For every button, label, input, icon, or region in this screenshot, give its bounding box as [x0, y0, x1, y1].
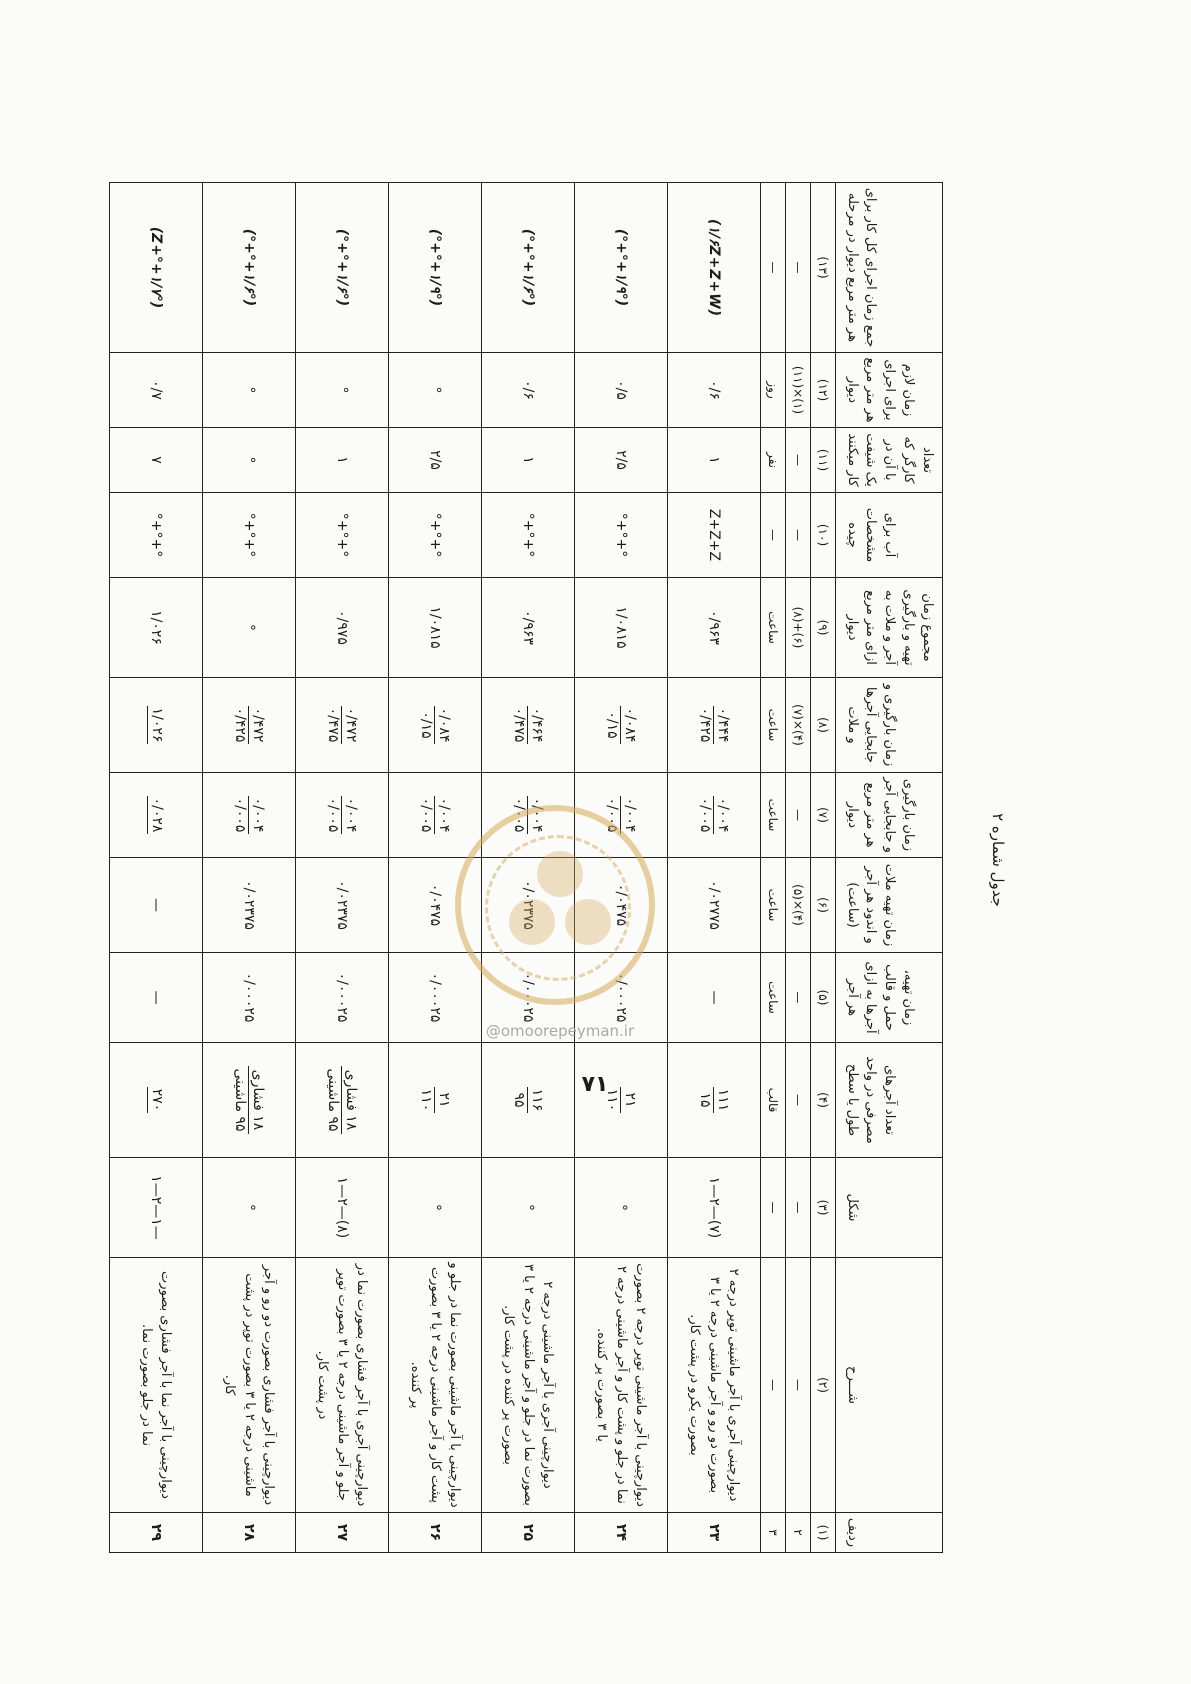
brick-count-bottom: ۱۱۰ — [604, 1088, 621, 1112]
water-formula: °+°+° — [612, 512, 629, 558]
formula-row-cell: — — [785, 1258, 810, 1513]
unit-row-cell: ساعت — [760, 773, 785, 858]
brick-count-top: ۲۱ — [620, 1087, 638, 1114]
exec-time-cell — [667, 353, 760, 428]
worker-count: ° — [240, 456, 257, 464]
water-cell — [295, 493, 388, 578]
row-number-cell — [388, 1513, 481, 1553]
loading-time-bottom: ۰/۰۰۵ — [418, 797, 435, 833]
shape-code: —۱—۲—۱ — [147, 1175, 164, 1240]
shape-cell — [388, 1158, 481, 1258]
row-number-cell — [667, 1513, 760, 1553]
row-number: ۲۳ — [705, 1523, 722, 1542]
row-description: دیوارچینی آجری با آجر ماشینی توپر درجه ۲ بصورت دو رو و آجر ماشینی درجه ۲ یا ۳ بصورت یکرو در پشت کار. — [687, 1268, 742, 1502]
formula-row-cell: — — [785, 773, 810, 858]
row-number: ۲۸ — [240, 1523, 257, 1542]
description-cell — [295, 1258, 388, 1513]
unit-row-cell: ساعت — [760, 858, 785, 953]
total-loading — [417, 706, 452, 745]
shape-cell — [481, 1158, 574, 1258]
formula-row-cell: — — [785, 953, 810, 1043]
water-formula: °+°+° — [426, 512, 443, 558]
prep-time: ۰/۰۰۰۲۵ — [519, 972, 536, 1023]
num-row-cell: (۱۰) — [810, 493, 835, 578]
description-cell — [574, 1258, 667, 1513]
brick-count — [147, 1087, 165, 1114]
brick-count-top: ۱۸ فشاری — [248, 1066, 266, 1133]
sum-time-cell — [481, 578, 574, 678]
brick-count — [510, 1087, 545, 1114]
total-loading-cell — [388, 678, 481, 773]
exec-time-cell — [574, 353, 667, 428]
column-header: مجموع زمان تهیه و بارگیری آجر و ملات به ازای متر مربع دیوار — [835, 578, 942, 678]
total-loading-top: ۱/۰۲۶ — [148, 707, 165, 743]
sum-time: ۰/۹۶۳ — [705, 610, 722, 645]
brick-count-cell — [388, 1043, 481, 1158]
description-cell — [388, 1258, 481, 1513]
total-exec-cell — [109, 183, 202, 353]
loading-time — [417, 796, 452, 835]
unit-row-cell: ساعت — [760, 578, 785, 678]
total-loading-top: ۰/۴۷۲ — [343, 707, 360, 743]
unit-row-cell: — — [760, 183, 785, 353]
water-cell — [481, 493, 574, 578]
mortar-time: ۰/۰۴۷۵ — [612, 883, 629, 927]
loading-time-cell — [202, 773, 295, 858]
column-header: شکل — [835, 1158, 942, 1258]
total-loading-cell — [574, 678, 667, 773]
brick-count-cell — [667, 1043, 760, 1158]
total-loading-top: ۰/۰۸۴ — [622, 707, 639, 743]
total-loading-bottom: ۰/۱۵ — [418, 711, 435, 739]
column-header: زمان بارگیری و جابجایی آجرها و ملات — [835, 678, 942, 773]
prep-time: — — [705, 990, 722, 1005]
shape-code: (۷)—۲—۱ — [705, 1176, 722, 1239]
exec-time-cell — [109, 353, 202, 428]
exec-time-cell — [481, 353, 574, 428]
shape-cell — [202, 1158, 295, 1258]
loading-time-bottom: ۰/۰۰۵ — [325, 797, 342, 833]
sum-time: ۰/۹۶۳ — [519, 610, 536, 645]
brick-count-cell — [202, 1043, 295, 1158]
num-row-cell: (۱) — [810, 1513, 835, 1553]
loading-time-top: ۰/۰۲۸ — [148, 797, 165, 833]
mortar-time-cell — [202, 858, 295, 953]
total-exec-formula: (۱/۶Z+Z+W) — [705, 218, 722, 317]
brick-count-bottom: ۱۵ — [697, 1092, 714, 1108]
loading-time-cell — [667, 773, 760, 858]
total-loading-bottom: ۰/۴۷۵ — [325, 707, 342, 743]
total-loading-bottom: ۰/۴۷۵ — [511, 707, 528, 743]
num-row-cell: (۸) — [810, 678, 835, 773]
water-cell — [574, 493, 667, 578]
sum-time: ۱/۰۲۶ — [147, 610, 164, 645]
num-row-cell: (۱۱) — [810, 428, 835, 493]
prep-time: ۰/۰۰۰۲۵ — [612, 972, 629, 1023]
formula-row-cell: (۴)×(۷) — [785, 678, 810, 773]
column-header: آب برای مشخصات چیده — [835, 493, 942, 578]
total-exec-cell — [574, 183, 667, 353]
shape-code: ° — [426, 1204, 443, 1211]
prep-time-cell — [109, 953, 202, 1043]
loading-time-top: ۰/۰۰۴ — [622, 797, 639, 833]
description-cell — [109, 1258, 202, 1513]
table-row — [667, 183, 760, 1553]
unit-row-cell: نفر — [760, 428, 785, 493]
total-loading — [324, 706, 359, 745]
total-exec-cell — [481, 183, 574, 353]
shape-code: (۸)—۲—۱ — [333, 1176, 350, 1239]
num-row-cell: (۹) — [810, 578, 835, 678]
exec-time-cell — [202, 353, 295, 428]
brick-count-top: ۱۱۶ — [529, 1088, 546, 1112]
row-number-cell — [295, 1513, 388, 1553]
water-cell — [202, 493, 295, 578]
header-row — [835, 183, 942, 1553]
formula-row-cell: ۲ — [785, 1513, 810, 1553]
total-loading-top: ۰/۴۷۲ — [250, 707, 267, 743]
page-number: ۷۱ — [581, 1072, 609, 1097]
prep-time: ۰/۰۰۰۲۵ — [426, 972, 443, 1023]
shape-code: ° — [519, 1204, 536, 1211]
total-exec-formula: (۱/۹°+°+°) — [426, 228, 443, 307]
water-cell — [109, 493, 202, 578]
formula-row-cell: — — [785, 183, 810, 353]
exec-time: ° — [333, 386, 350, 394]
formula-row — [785, 183, 810, 1553]
loading-time — [696, 796, 731, 835]
workers-cell — [202, 428, 295, 493]
water-cell — [388, 493, 481, 578]
total-exec-cell — [388, 183, 481, 353]
shape-code: ° — [240, 1204, 257, 1211]
prep-time-cell — [295, 953, 388, 1043]
row-number: ۲۴ — [612, 1523, 629, 1542]
mortar-time: ۰/۰۲۳۷۵ — [333, 880, 350, 930]
table-row — [295, 183, 388, 1553]
brick-count — [696, 1087, 731, 1114]
brick-count-cell — [295, 1043, 388, 1158]
brick-count-cell — [574, 1043, 667, 1158]
loading-time — [231, 796, 266, 835]
row-description: دیوارچینی با آجر فشاری بصورت دو رو و آجر ماشینی درجه ۲ یا ۳ بصورت توپر در پشت کار. — [222, 1264, 277, 1506]
row-description: دیوارچینی با آجر ماشینی توپر درجه ۲ بصورت نما در جلو و پشت کار و آجر ماشینی درجه ۲ یا ۳ بصورت پر کننده. — [594, 1263, 649, 1507]
num-row-cell: (۵) — [810, 953, 835, 1043]
formula-row-cell: (۴)×(۵) — [785, 858, 810, 953]
column-header: زمان تهیه، حمل و قالب آجرها به ازای هر آجر — [835, 953, 942, 1043]
column-header: تعداد کارگر که با آن در یک شیفت کار میکنند — [835, 428, 942, 493]
brick-count-bottom: ۹۵ — [511, 1092, 528, 1108]
brick-count-top: ۲۷۰ — [148, 1088, 165, 1112]
loading-time-bottom: ۰/۰۰۵ — [604, 797, 621, 833]
unit-row — [760, 183, 785, 1553]
row-description: دیوارچینی آجری با آجر فشاری بصورت نما در جلو و آجر ماشینی درجه ۲ یا ۳ بصورت توپر در پشت کار. — [315, 1263, 370, 1507]
total-loading — [510, 706, 545, 745]
formula-row-cell: — — [785, 1043, 810, 1158]
description-cell — [667, 1258, 760, 1513]
workers-cell — [667, 428, 760, 493]
row-number-cell — [481, 1513, 574, 1553]
brick-count-cell — [481, 1043, 574, 1158]
formula-row-cell: — — [785, 1158, 810, 1258]
column-header: شـــرح — [835, 1258, 942, 1513]
loading-time-bottom: ۰/۰۰۵ — [697, 797, 714, 833]
sum-time: ۱/۰۸۱۵ — [426, 606, 443, 649]
exec-time-cell — [388, 353, 481, 428]
loading-time-top: ۰/۰۰۴ — [343, 797, 360, 833]
unit-row-cell: روز — [760, 353, 785, 428]
unit-row-cell: ساعت — [760, 953, 785, 1043]
loading-time-top: ۰/۰۰۴ — [436, 797, 453, 833]
unit-row-cell: قالب — [760, 1043, 785, 1158]
column-header: تعداد آجرهای مصرفی در واحد طول یا سطح — [835, 1043, 942, 1158]
loading-time-cell — [295, 773, 388, 858]
total-exec-formula: (۱/۷°+°+Z) — [147, 226, 164, 309]
total-loading-cell — [295, 678, 388, 773]
exec-time: ۰/۶ — [519, 380, 536, 400]
exec-time: ۰/۵ — [612, 380, 629, 400]
loading-time — [324, 796, 359, 835]
shape-cell — [574, 1158, 667, 1258]
mortar-time: ۰/۰۲۳۷۵ — [240, 880, 257, 930]
mortar-time-cell — [109, 858, 202, 953]
total-exec-cell — [295, 183, 388, 353]
total-exec-formula: (۱/۶°+°+°) — [519, 228, 536, 307]
table-caption: جدول شماره ۲ — [989, 813, 1007, 907]
workers-cell — [574, 428, 667, 493]
sum-time-cell — [109, 578, 202, 678]
unit-row-cell: — — [760, 1258, 785, 1513]
total-loading-cell — [481, 678, 574, 773]
row-description: دیوارچینی آجری با آجر ماشینی درجه ۲ بصورت نما در جلو و آجر ماشینی درجه ۲ یا ۳ بصورت پر کننده در پشت کار. — [501, 1264, 556, 1506]
num-row-cell: (۱۳) — [810, 183, 835, 353]
shape-cell — [295, 1158, 388, 1258]
mortar-time: ۰/۰۲۷۷۵ — [705, 880, 722, 930]
total-exec-formula: (۱/۶°+°+°) — [333, 228, 350, 307]
description-cell — [481, 1258, 574, 1513]
num-row-cell: (۶) — [810, 858, 835, 953]
column-number-row — [810, 183, 835, 1553]
total-loading-cell — [202, 678, 295, 773]
num-row-cell: (۳) — [810, 1158, 835, 1258]
total-loading — [231, 706, 266, 745]
exec-time-cell — [295, 353, 388, 428]
row-number-cell — [202, 1513, 295, 1553]
water-formula: °+°+° — [147, 512, 164, 558]
prep-time: ۰/۰۰۰۲۵ — [240, 972, 257, 1023]
worker-count: ۲/۵ — [426, 450, 443, 470]
loading-time — [147, 796, 165, 835]
total-loading-top: ۰/۴۴۴ — [715, 707, 732, 743]
brick-count-bottom: ۹۵ ماشینی — [232, 1068, 249, 1132]
unit-row-cell: — — [760, 1158, 785, 1258]
brick-count — [417, 1087, 452, 1114]
brick-count-top: ۱۱۱ — [715, 1088, 732, 1112]
total-loading-cell — [109, 678, 202, 773]
column-header: زمان لازم برای اجرای هر متر مربع دیوار — [835, 353, 942, 428]
worker-count: ۷ — [147, 456, 164, 464]
shape-cell — [109, 1158, 202, 1258]
column-header: زمان تهیه ملات و اندود هر آجر (ساعت) — [835, 858, 942, 953]
row-number: ۲۶ — [426, 1523, 443, 1542]
prep-time-cell — [202, 953, 295, 1043]
total-loading — [696, 706, 731, 745]
total-loading-top: ۰/۰۸۴ — [436, 707, 453, 743]
sum-time: ۰/۹۷۵ — [333, 610, 350, 645]
sum-time-cell — [667, 578, 760, 678]
brick-count-top: ۲۱ — [434, 1087, 452, 1114]
brick-count-bottom: ۱۱۰ — [418, 1088, 435, 1112]
loading-time-top: ۰/۰۰۴ — [250, 797, 267, 833]
water-formula: Z+Z+Z — [705, 508, 722, 562]
watermark-url: @omoorepeyman.ir — [485, 1022, 635, 1040]
workers-cell — [295, 428, 388, 493]
num-row-cell: (۲) — [810, 1258, 835, 1513]
mortar-time: ۰/۰۴۷۵ — [426, 883, 443, 927]
worker-count: ۱ — [519, 456, 536, 464]
total-loading — [603, 706, 638, 745]
loading-time-cell — [388, 773, 481, 858]
formula-row-cell: (۱)×(۱۱) — [785, 353, 810, 428]
exec-time: ۰/۷ — [147, 380, 164, 400]
shape-cell — [667, 1158, 760, 1258]
sum-time: ۱/۰۸۱۵ — [612, 606, 629, 649]
num-row-cell: (۴) — [810, 1043, 835, 1158]
column-header: زمان بارگیری و جابجایی آجر هر متر مربع دیوار — [835, 773, 942, 858]
mortar-time: — — [147, 898, 164, 912]
mortar-time: ۰/۰۲۳۷۵ — [519, 880, 536, 930]
total-exec-cell — [667, 183, 760, 353]
sum-time-cell — [202, 578, 295, 678]
total-loading-cell — [667, 678, 760, 773]
loading-time-bottom: ۰/۰۰۵ — [511, 797, 528, 833]
prep-time: ۰/۰۰۰۲۵ — [333, 972, 350, 1023]
prep-time-cell — [667, 953, 760, 1043]
prep-time: — — [147, 990, 164, 1005]
formula-row-cell: (۶)+(۸) — [785, 578, 810, 678]
loading-time-bottom: ۰/۰۰۵ — [232, 797, 249, 833]
row-number: ۲۷ — [333, 1523, 350, 1542]
workers-cell — [109, 428, 202, 493]
formula-row-cell: — — [785, 428, 810, 493]
watermark-logo — [455, 805, 655, 1005]
mortar-time-cell — [295, 858, 388, 953]
water-cell — [667, 493, 760, 578]
column-header: جمع زمان اجرای کل کار برای هر متر مربع دیوار در مرحله — [835, 183, 942, 353]
exec-time: ° — [426, 386, 443, 394]
exec-time: ۰/۶ — [705, 380, 722, 400]
brick-count — [324, 1066, 359, 1133]
exec-time: ° — [240, 386, 257, 394]
water-formula: °+°+° — [519, 512, 536, 558]
total-loading-top: ۰/۴۶۴ — [529, 707, 546, 743]
total-loading-bottom: ۰/۴۲۵ — [232, 707, 249, 743]
sum-time-cell — [388, 578, 481, 678]
sum-time-cell — [574, 578, 667, 678]
brick-count-cell — [109, 1043, 202, 1158]
formula-row-cell: — — [785, 493, 810, 578]
description-cell — [202, 1258, 295, 1513]
workers-cell — [388, 428, 481, 493]
num-row-cell: (۷) — [810, 773, 835, 858]
row-number-cell — [109, 1513, 202, 1553]
loading-time-top: ۰/۰۰۴ — [715, 797, 732, 833]
row-number: ۲۹ — [147, 1523, 164, 1542]
unit-row-cell: — — [760, 493, 785, 578]
total-loading-bottom: ۰/۴۲۵ — [697, 707, 714, 743]
row-description: دیوارچینی با آجر ماشینی بصورت نما در جلو و پشت کار و آجر ماشینی درجه ۲ یا ۳ بصورت پر کننده. — [408, 1262, 463, 1508]
sum-time: ° — [240, 624, 257, 631]
row-description: دیوارچینی با آجر نما با آجر فشاری بصورت نما در جلو بصورت نما. — [138, 1271, 174, 1499]
worker-count: ۱ — [705, 456, 722, 464]
unit-row-cell: ۳ — [760, 1513, 785, 1553]
brick-count-top: ۱۸ فشاری — [341, 1066, 359, 1133]
column-header: ردیف — [835, 1513, 942, 1553]
brick-count-bottom: ۹۵ ماشینی — [325, 1068, 342, 1132]
total-exec-formula: (۱/۶°+°+°) — [240, 228, 257, 307]
water-formula: °+°+° — [240, 512, 257, 558]
row-number: ۲۵ — [519, 1523, 536, 1542]
unit-row-cell: ساعت — [760, 678, 785, 773]
total-loading-bottom: ۰/۱۵ — [604, 711, 621, 739]
brick-count — [231, 1066, 266, 1133]
loading-time-top: ۰/۰۰۴ — [529, 797, 546, 833]
total-exec-cell — [202, 183, 295, 353]
table-row — [202, 183, 295, 1553]
mortar-time-cell — [667, 858, 760, 953]
workers-cell — [481, 428, 574, 493]
row-number-cell — [574, 1513, 667, 1553]
shape-code: ° — [612, 1204, 629, 1211]
sum-time-cell — [295, 578, 388, 678]
total-exec-formula: (۱/۹°+°+°) — [612, 228, 629, 307]
water-formula: °+°+° — [333, 512, 350, 558]
worker-count: ۲/۵ — [612, 450, 629, 470]
num-row-cell: (۱۲) — [810, 353, 835, 428]
table-row — [109, 183, 202, 1553]
loading-time-cell — [109, 773, 202, 858]
total-loading — [147, 706, 165, 745]
worker-count: ۱ — [333, 456, 350, 464]
